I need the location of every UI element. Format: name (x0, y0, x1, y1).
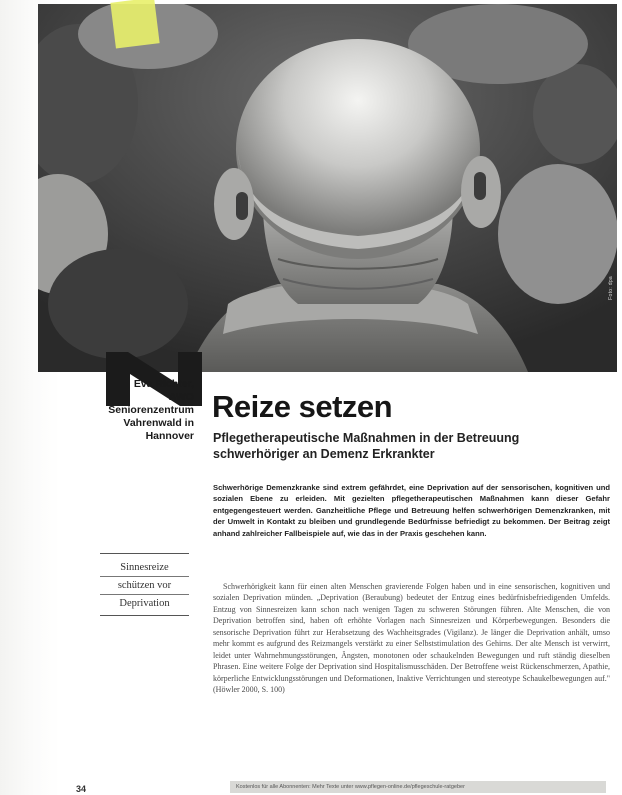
yellow-tape-marker (110, 0, 159, 49)
article-lead: Schwerhörige Demenzkranke sind extrem gefährdet, eine Deprivation auf der sensorischen, kognitiven und sozialen Ebene zu erleiden. Mit gezielten pflegetherapeutischen Maßnahmen kann dieser Gefahr entgegengesteuert werden. Ganzheitliche Pflege und Betreuung helfen schwerhörigen Demenzkranken, mit der Umwelt in Kontakt zu bleiben und grundlegende Bedürfnisse befriedigt zu bekommen. Der Beitrag zeigt anhand zahlreicher Fallbeispiele auf, wie das in der Praxis geschehen kann. (213, 483, 610, 538)
author-block (86, 378, 194, 443)
page-number: 34 (76, 784, 87, 794)
article-headline: Reize setzen (212, 389, 393, 424)
article-photo (38, 4, 617, 372)
author-line: Vahrenwald in (123, 417, 194, 429)
sidebar-line: schützen vor (100, 577, 189, 595)
author-line: Hannover (145, 430, 194, 442)
author-line: Seniorenzentrum (108, 404, 194, 416)
sidebar-line: Deprivation (119, 598, 170, 609)
sidebar-line: Sinnesreize (100, 559, 189, 577)
sidebar-pull-quote (100, 553, 189, 616)
article-body: Schwerhörigkeit kann für einen alten Menschen gravierende Folgen haben und in eine sensorischen, kognitiven und sozialen Deprivation münden. „Deprivation (Beraubung) bedeutet der Entzug eines bedürfnisbefriedigenden Umfelds. Entzug von Sinnesreizen kann schon nach wenigen Tagen zu schweren Störungen führen. Alte Menschen, die von Deprivation betroffen sind, haben oft erhöhte Vorlagen nach Sinnesreizen und Körperbewegungen. Besonders die sensorische Deprivation führt zur Herabsetzung des Wachheitsgrades (Vigilanz). Je länger die Deprivation anhält, umso mehr kommt es aufgrund des Reizmangels verstärkt zu einer Selbststimulation des Gehirns. Der alte Mensch ist verwirrt, leidet unter Wahrnehmungsstörungen, Ängsten, monotonen oder schaukelnden Bewegungen und ruft ständig dieselben Phrasen. Eine weitere Folge der Deprivation sind Hospitalismusschäden. Der Betroffene weist Rückenschmerzen, Apathie, körperliche Entwicklungsstörungen und Deformationen, Inaktive Verrichtungen und stereotype Schaukelbewegungen auf." (Höwler 2000, S. 100) (213, 582, 610, 695)
footer-notice: Kostenlos für alle Abonnenten: Mehr Texte unter www.pflegen-online.de/pflegeschule-ratgeber (230, 781, 606, 793)
author-line: AWO (168, 391, 194, 403)
article-subtitle: Pflegetherapeutische Maßnahmen in der Betreuung schwerhöriger an Demenz Erkrankter (213, 431, 520, 461)
author-line: Eva Richter, (133, 378, 194, 390)
photo-elderly-man-back-of-head (38, 4, 617, 372)
photo-credit: Foto: dpa (608, 276, 614, 300)
